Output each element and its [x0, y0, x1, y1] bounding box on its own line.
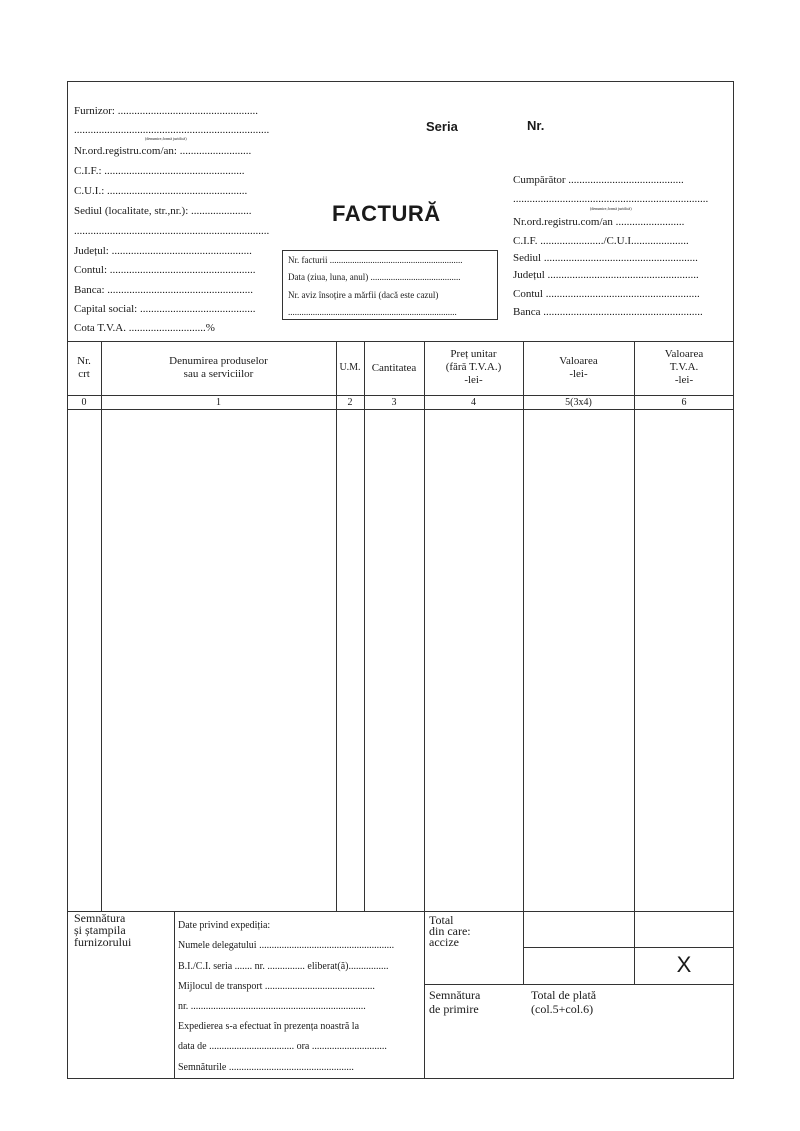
supplier-legal-note: (denumire,formă juridică) [145, 136, 187, 141]
excise-value-cell[interactable] [524, 948, 634, 984]
supplier-account-field[interactable]: Contul: ..................................................... [74, 264, 256, 276]
supplier-county-field[interactable]: Județul: ................................................... [74, 245, 252, 257]
supplier-signature-area[interactable] [69, 960, 173, 1076]
col-divider-4 [424, 341, 425, 1079]
col-header-unit-price: Preț unitar (fără T.V.A.) -lei- [445, 348, 502, 386]
supplier-capital-field[interactable]: Capital social: .......................................... [74, 303, 256, 315]
buyer-name-dots: ....................................................................... [513, 193, 709, 205]
supplier-cif-field[interactable]: C.I.F.: ................................................... [74, 165, 245, 177]
buyer-county-field[interactable]: Județul ....................................................... [513, 269, 699, 281]
delivery-note-field[interactable]: Nr. aviz însoțire a mărfii (dacă este cazul) [288, 290, 439, 300]
buyer-reg-com-field[interactable]: Nr.ord.registru.com/an ......................... [513, 216, 685, 228]
total-value-cell[interactable] [524, 912, 634, 947]
shipping-statement: Expedierea s-a efectuat în prezența noastră la [178, 1021, 360, 1032]
transport-number-field[interactable]: nr. ...................................................................... [178, 1001, 366, 1012]
delegate-id-field[interactable]: B.I./C.I. seria ....... nr. ............... eliberat(ă)................ [178, 961, 389, 972]
buyer-bank-field[interactable]: Banca .......................................................... [513, 306, 703, 318]
supplier-vat-rate-field[interactable]: Cota T.V.A. ............................% [74, 322, 215, 334]
buyer-address-field[interactable]: Sediul ........................................................ [513, 252, 698, 264]
total-vat-cell[interactable] [635, 912, 733, 947]
col-index-5: 5(3x4) [565, 397, 592, 408]
supplier-name-field[interactable]: Furnizor: ................................................... [74, 105, 258, 117]
col-header-product: Denumirea produselor sau a serviciilor [169, 355, 268, 380]
delivery-note-dots: ........................................................................... [288, 307, 457, 317]
transport-field[interactable]: Mijlocul de transport ............................................ [178, 981, 375, 992]
total-payment-label: Total de plată (col.5+col.6) [531, 988, 597, 1016]
col-header-value: Valoarea -lei- [559, 355, 598, 380]
supplier-cui-field[interactable]: C.U.I.: ................................................... [74, 185, 248, 197]
col-header-quantity: Cantitatea [371, 362, 417, 374]
footer-divider-left [174, 911, 175, 1079]
buyer-account-field[interactable]: Contul ........................................................ [513, 288, 700, 300]
col-index-3: 3 [391, 397, 397, 408]
footer-mid-line [424, 984, 734, 985]
col-header-um: U.M. [339, 362, 361, 373]
supplier-signature-label: Semnătura și ștampila furnizorului [74, 911, 132, 949]
total-label: Total din care: accize [429, 913, 471, 949]
supplier-address-field[interactable]: Sediul (localitate, str.,nr.): ...................... [74, 205, 252, 217]
delegate-name-field[interactable]: Numele delegatului ...................................................... [178, 940, 395, 951]
shipping-signatures-field[interactable]: Semnăturile .................................................. [178, 1062, 354, 1073]
number-label: Nr. [527, 118, 545, 133]
receipt-signature-area[interactable] [425, 1018, 522, 1078]
receipt-signature-label: Semnătura de primire [429, 988, 481, 1016]
invoice-number-field[interactable]: Nr. facturii ........................................................... [288, 255, 463, 265]
shipping-title: Date privind expediția: [178, 920, 271, 931]
supplier-name-dots: ....................................................................... [74, 124, 270, 136]
supplier-reg-com-field[interactable]: Nr.ord.registru.com/an: .......................... [74, 145, 252, 157]
series-label: Seria [426, 119, 458, 134]
buyer-legal-note: (denumire,formă juridică) [590, 206, 632, 211]
excise-x-mark: X [676, 952, 692, 977]
col-index-0: 0 [81, 397, 87, 408]
total-payment-value[interactable] [524, 1018, 733, 1078]
col-index-1: 1 [216, 397, 221, 408]
invoice-date-field[interactable]: Data (ziua, luna, anul) ........................................ [288, 272, 461, 282]
col-divider-5 [523, 341, 524, 984]
col-header-nr: Nr. crt [77, 355, 91, 380]
page-title: FACTURĂ [332, 201, 441, 226]
col-index-2: 2 [347, 397, 353, 408]
col-index-4: 4 [471, 397, 476, 408]
shipping-date-time-field[interactable]: data de .................................. ora .............................. [178, 1041, 387, 1052]
supplier-address-dots: ....................................................................... [74, 225, 270, 237]
items-entry-area[interactable] [102, 410, 336, 910]
col-header-vat-value: Valoarea T.V.A. -lei- [664, 348, 704, 386]
col-index-6: 6 [681, 397, 687, 408]
buyer-cif-cui-field[interactable]: C.I.F. ......................./C.U.I..................... [513, 235, 689, 247]
col-divider-2 [336, 341, 337, 911]
col-divider-3 [364, 341, 365, 911]
buyer-name-field[interactable]: Cumpărător .......................................... [513, 174, 684, 186]
col-divider-6 [634, 341, 635, 984]
supplier-bank-field[interactable]: Banca: ..................................................... [74, 284, 254, 296]
